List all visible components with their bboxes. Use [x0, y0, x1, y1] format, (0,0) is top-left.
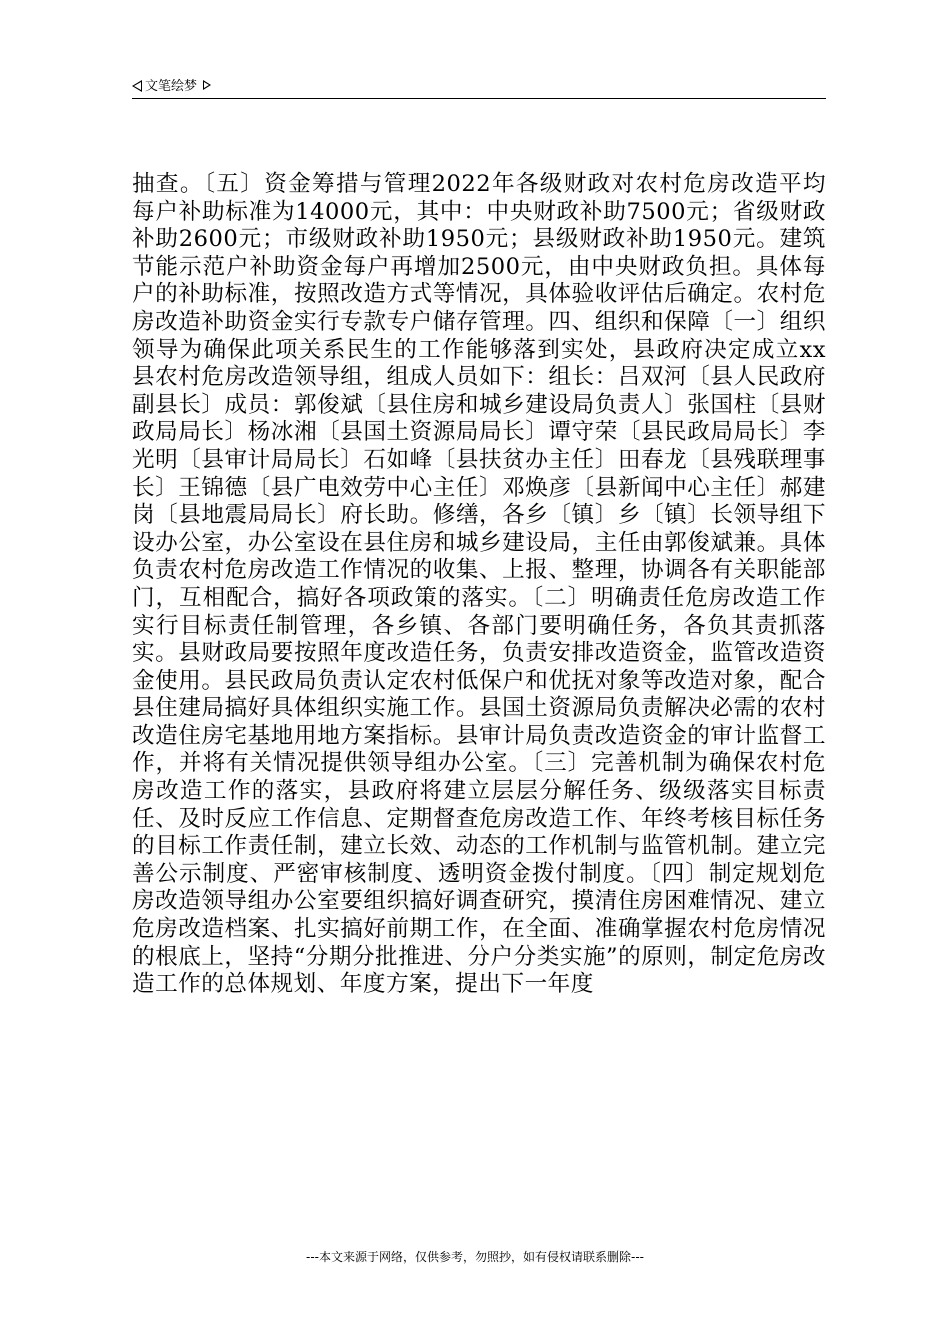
right-triangle-icon [203, 80, 211, 90]
brand-label: 文笔绘梦 [145, 79, 198, 94]
header-rule [132, 98, 826, 99]
header-brand [132, 76, 211, 98]
footer-notice: ---本文来源于网络，仅供参考，勿照抄，如有侵权请联系删除--- [306, 1250, 644, 1264]
body-paragraph: 抽查。〔五〕资金筹措与管理2022年各级财政对农村危房改造平均每户补助标准为14000元，其中：中央财政补助7500元；省级财政补助2600元；市级财政补助1950元；县级财政补助1950元。建筑节能示范户补助资金每户再增加2500元，由中央财政负担。具体每户的补助标准，按照改造方式等情况，具体验收评估后确定。农村危房改造补助资金实行专款专户储存管理。四、组织和保障〔一〕组织领导为确保此项关系民生的工作能够落到实处，县政府决定成立xx县农村危房改造领导组，组成人员如下：组长：吕双河〔县人民政府副县长〕成员：郭俊斌〔县住房和城乡建设局负责人〕张国柱〔县财政局局长〕杨冰湘〔县国土资源局局长〕谭守荣〔县民政局局长〕李光明〔县审计局局长〕石如峰〔县扶贫办主任〕田春龙〔县残联理事长〕王锦德〔县广电效劳中心主任〕邓焕彦〔县新闻中心主任〕郝建岗〔县地震局局长〕府长助。修缮，各乡〔镇〕乡〔镇〕长领导组下设办公室，办公室设在县住房和城乡建设局，主任由郭俊斌兼。具体负责农村危房改造工作情况的收集、上报、整理，协调各有关职能部门，互相配合，搞好各项政策的落实。〔二〕明确责任危房改造工作实行目标责任制管理，各乡镇、各部门要明确任务，各负其责抓落实。县财政局要按照年度改造任务，负责安排改造资金，监管改造资金使用。县民政局负责认定农村低保户和优抚对象等改造对象，配合县住建局搞好具体组织实施工作。县国土资源局负责解决必需的农村改造住房宅基地用地方案指标。县审计局负责改造资金的审计监督工作，并将有关情况提供领导组办公室。〔三〕完善机制为确保农村危房改造工作的落实，县政府将建立层层分解任务、级级落实目标责任、及时反应工作信息、定期督查危房改造工作、年终考核目标任务的目标工作责任制，建立长效、动态的工作机制与监管机制。建立完善公示制度、严密审核制度、透明资金拨付制度。〔四〕制定规划危房改造领导组办公室要组织搞好调查研究，摸清住房困难情况、建立危房改造档案、扎实搞好前期工作，在全面、准确掌握农村危房情况的根底上，坚持“分期分批推进、分户分类实施”的原则，制定危房改造工作的总体规划、年度方案，提出下一年度 [132, 171, 826, 998]
left-triangle-icon [132, 80, 142, 92]
page-header [132, 76, 826, 98]
